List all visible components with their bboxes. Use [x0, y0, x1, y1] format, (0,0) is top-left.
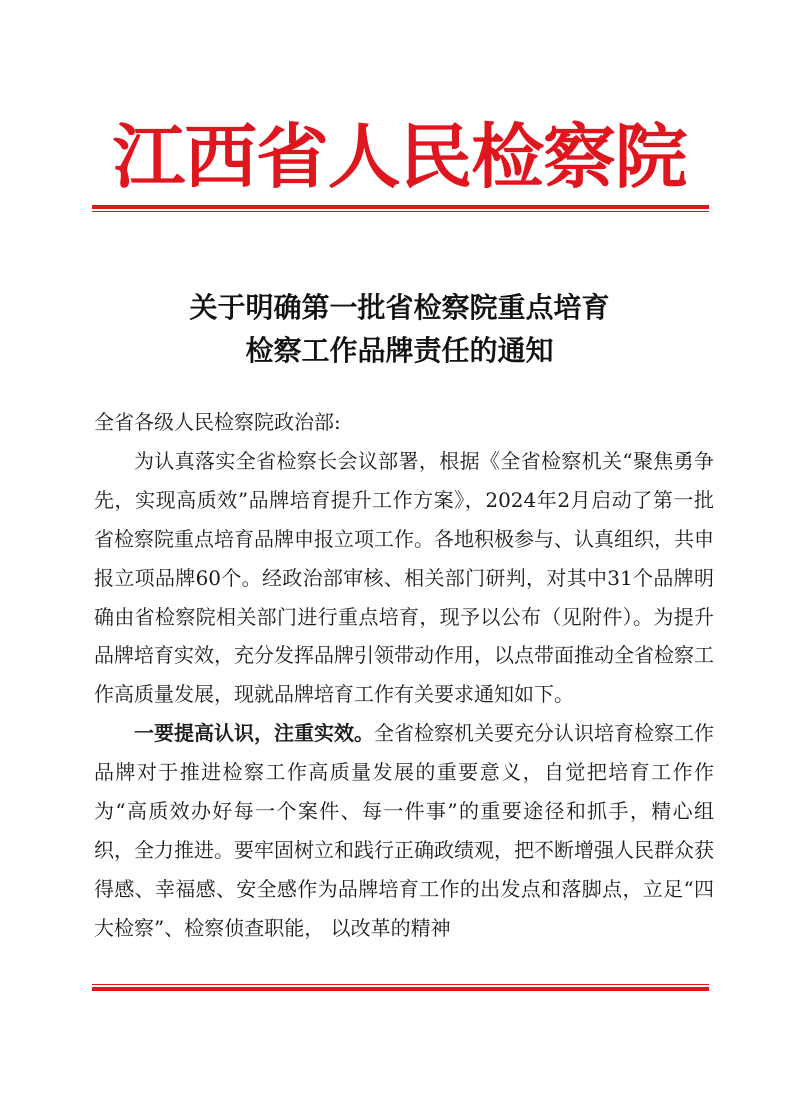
letterhead-divider-thin: [92, 211, 709, 212]
document-title-line2: 检察工作品牌责任的通知: [245, 334, 554, 367]
document-title-line1: 关于明确第一批省检察院重点培育: [189, 291, 610, 324]
paragraph-body-text: 全省检察机关要充分认识培育检察工作品牌对于推进检察工作高质量发展的重要意义，自觉把培育工作作为“高质效办好每一个案件、每一件事”的重要途径和抓手，精心组织，全力推进。要牢固树立和践行正确政绩观，把不断增强人民群众获得感、幸福感、安全感作为品牌培育工作的出发点和落脚点，立足“四大检察”、检察侦查职能， 以改革的精神: [94, 721, 714, 940]
letterhead-org-name: 江西省人民检察院: [112, 115, 687, 198]
document-body: [94, 403, 714, 948]
paragraph-first-requirement: [94, 714, 714, 947]
footer-divider-thin: [92, 984, 709, 985]
letterhead-divider-thick: [92, 205, 709, 209]
paragraph-intro: 为认真落实全省检察长会议部署，根据《全省检察机关“聚焦勇争先，实现高质效”品牌培育提升工作方案》，2024年2月启动了第一批省检察院重点培育品牌申报立项工作。各地积极参与、认真组织，共申报立项品牌60个。经政治部审核、相关部门研判，对其中31个品牌明确由省检察院相关部门进行重点培育，现予以公布（见附件）。为提升品牌培育实效，充分发挥品牌引领带动作用，以点带面推动全省检察工作高质量发展，现就品牌培育工作有关要求通知如下。: [94, 448, 714, 707]
paragraph-lead-heading: 一要提高认识，注重实效。: [134, 721, 374, 746]
footer-divider-thick: [92, 987, 709, 991]
salutation: 全省各级人民检察院政治部:: [94, 410, 341, 434]
